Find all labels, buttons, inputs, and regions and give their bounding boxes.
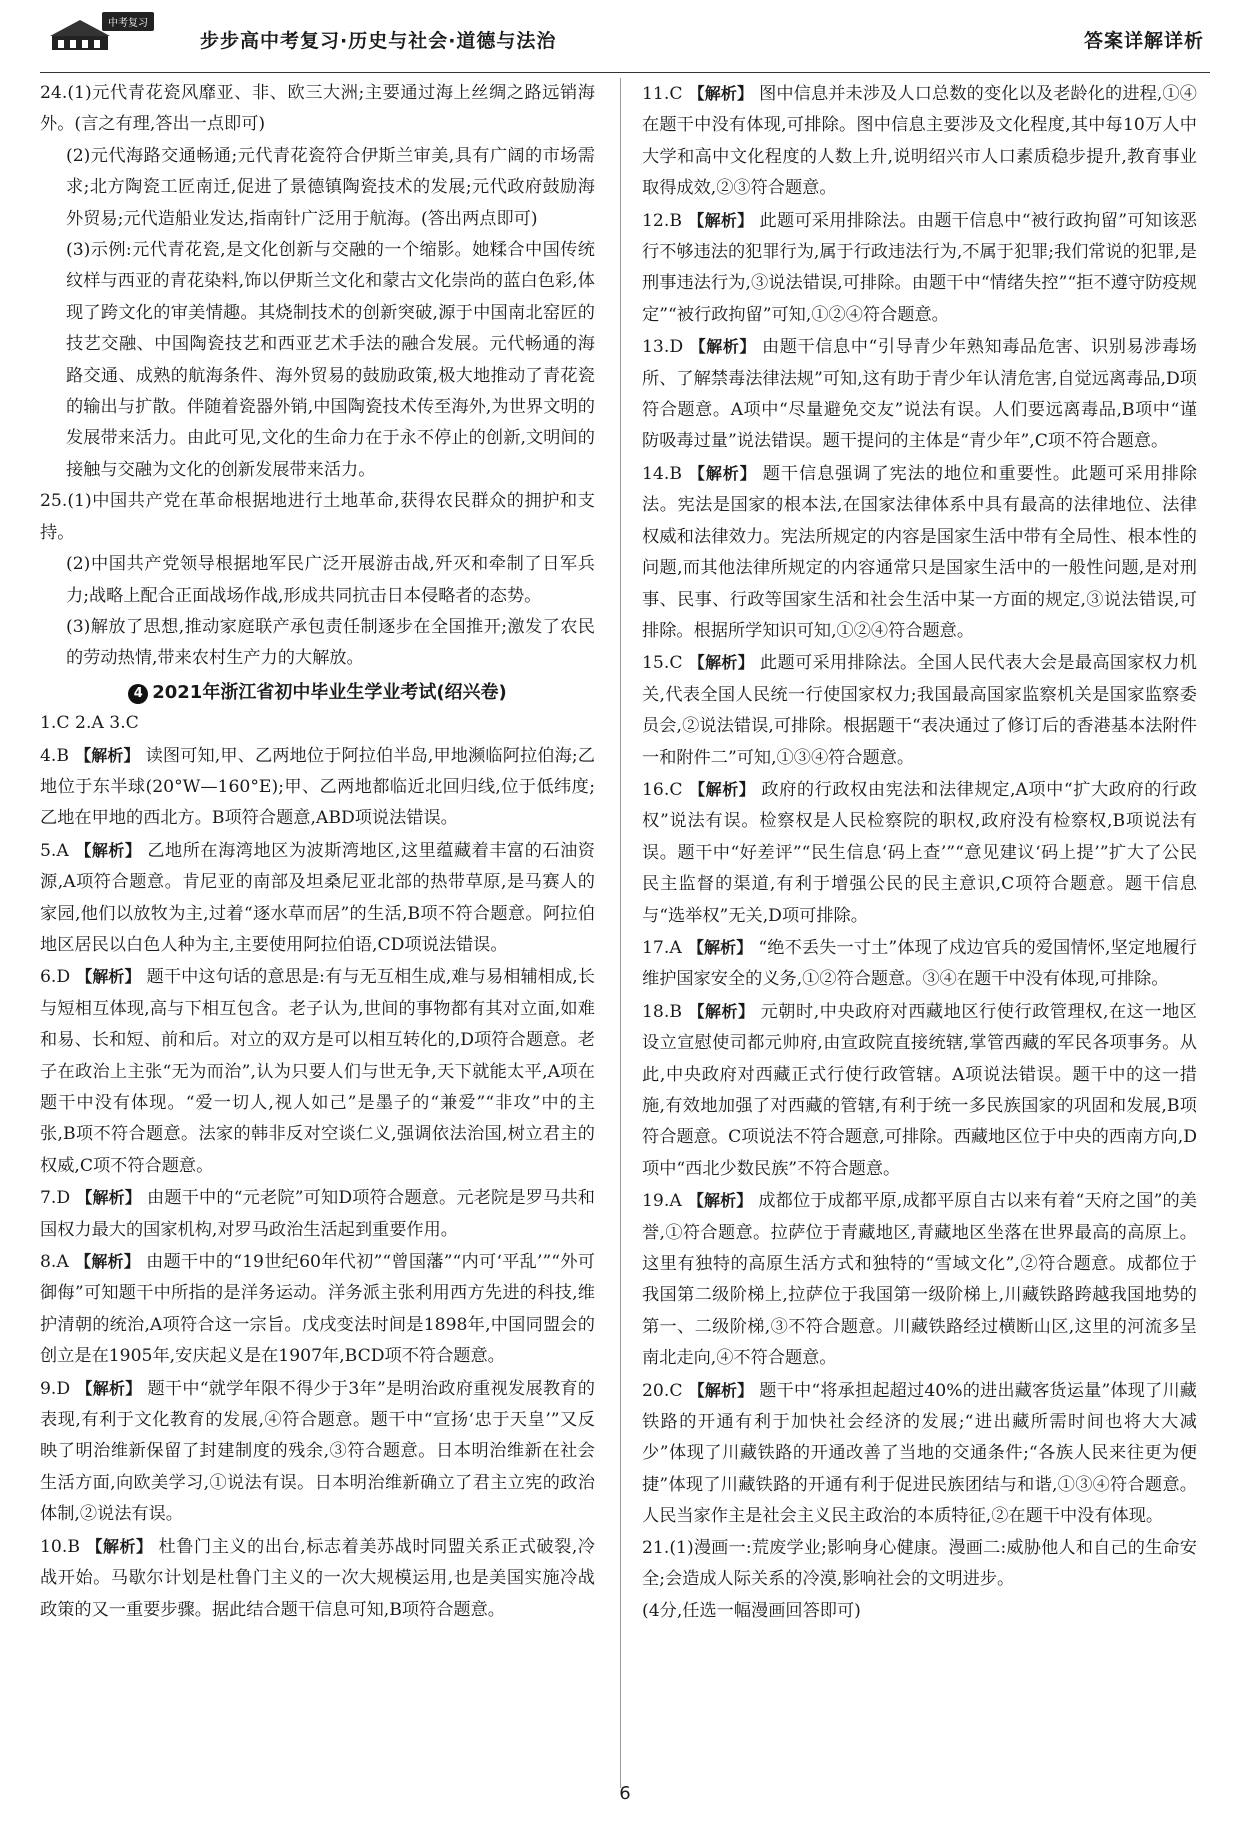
- answer-24: [40, 78, 595, 486]
- analysis-tag: 【解析】: [74, 840, 142, 860]
- answer-6-body: 题干中这句话的意思是:有与无互相生成,难与易相辅相成,长与短相互体现,高与下相互包含。老子认为,世间的事物都有其对立面,如难和易、长和短、前和后。对立的双方是可以相互转化的,D项符合题意。老子在政治上主张“无为而治”,认为只要人们与世无争,天下就能太平,A项在题干中没有体现。“爱一切人,视人如己”是墨子的“兼爱”“非攻”中的主张,B项不符合题意。法家的韩非反对空谈仁义,强调依法治国,树立君主的权威,C项不符合题意。: [40, 967, 595, 1176]
- answer-16: [642, 774, 1197, 932]
- answer-18: [642, 996, 1197, 1185]
- answer-5: [40, 835, 595, 962]
- answer-21-1: 21.(1)漫画一:荒废学业;影响身心健康。漫画二:威胁他人和自己的生命安全;会造成人际关系的冷漠,影响社会的文明进步。: [642, 1537, 1197, 1590]
- analysis-tag: 【解析】: [689, 337, 756, 357]
- answer-18-key: 18.B: [642, 1001, 682, 1022]
- answer-12-body: 此题可采用排除法。由题干信息中“被行政拘留”可知该恶行不够违法的犯罪行为,属于行政违法行为,不属于犯罪;我们常说的犯罪,是刑事违法行为,③说法错误,可排除。由题干中“情绪失控”“拒不遵守防疫规定”“被行政拘留”可知,①②④符合题意。: [642, 210, 1197, 325]
- answer-12: [642, 205, 1197, 332]
- answer-13-key: 13.D: [642, 337, 684, 358]
- answer-9: [40, 1373, 595, 1531]
- answer-19-body: 成都位于成都平原,成都平原自古以来有着“天府之国”的美誉,①符合题意。拉萨位于青藏地区,青藏地区坐落在世界最高的高原上。这里有独特的高原生活方式和独特的“雪域文化”,②符合题意。成都位于我国第二级阶梯上,拉萨位于我国第一级阶梯上,川藏铁路跨越我国地势的第一、二级阶梯,③不符合题意。川藏铁路经过横断山区,这里的河流多呈南北走向,④不符合题意。: [642, 1191, 1197, 1369]
- answer-24-2: (2)元代海路交通畅通;元代青花瓷符合伊斯兰审美,具有广阔的市场需求;北方陶瓷工匠南迁,促进了景德镇陶瓷技术的发展;元代政府鼓励海外贸易;元代造船业发达,指南针广泛用于航海。(答出两点即可): [66, 145, 595, 229]
- answer-4-key: 4.B: [40, 745, 70, 766]
- answer-8: [40, 1246, 595, 1373]
- left-column: [40, 78, 595, 1626]
- analysis-tag: 【解析】: [74, 1252, 141, 1272]
- answer-21: [642, 1533, 1197, 1627]
- answer-20-body: 题干中“将承担起超过40%的进出藏客货运量”体现了川藏铁路的开通有利于加快社会经济的发展;“进出藏所需时间也将大大减少”体现了川藏铁路的开通改善了当地的交通条件;“各族人民来往更为便捷”体现了川藏铁路的开通有利于促进民族团结与和谐,①③④符合题意。人民当家作主是社会主义民主政治的本质特征,②在题干中没有体现。: [642, 1380, 1197, 1527]
- answer-15-body: 此题可采用排除法。全国人民代表大会是最高国家权力机关,代表全国人民统一行使国家权力;我国最高国家监察机关是国家监察委员会,②说法错误,可排除。根据题干“表决通过了修订后的香港基本法附件一和附件二”可知,①③④符合题意。: [642, 653, 1197, 768]
- answer-8-key: 8.A: [40, 1252, 69, 1273]
- answer-25: [40, 486, 595, 674]
- analysis-tag: 【解析】: [688, 779, 756, 799]
- answer-14: [642, 458, 1197, 647]
- answer-17-key: 17.A: [642, 937, 682, 958]
- section-title-text: 2021年浙江省初中毕业生学业考试(绍兴卷): [152, 681, 507, 703]
- analysis-tag: 【解析】: [687, 937, 753, 957]
- answer-14-key: 14.B: [642, 463, 682, 484]
- answer-4: [40, 740, 595, 835]
- answer-12-key: 12.B: [642, 210, 682, 231]
- analysis-tag: 【解析】: [76, 967, 141, 987]
- analysis-tag: 【解析】: [687, 463, 757, 483]
- answer-17: [642, 932, 1197, 996]
- analysis-tag: 【解析】: [76, 1378, 142, 1398]
- analysis-tag: 【解析】: [687, 210, 754, 230]
- logo-badge: 中考复习: [102, 12, 154, 31]
- answer-10-key: 10.B: [40, 1536, 80, 1557]
- analysis-tag: 【解析】: [687, 1001, 755, 1021]
- page-number: 6: [619, 1783, 631, 1804]
- answer-24-1: 24.(1)元代青花瓷风靡亚、非、欧三大洲;主要通过海上丝绸之路远销海外。(言之有理,答出一点即可): [40, 83, 595, 135]
- analysis-tag: 【解析】: [688, 653, 755, 673]
- answer-13-body: 由题干信息中“引导青少年熟知毒品危害、识别易涉毒场所、了解禁毒法律法规”可知,这有助于青少年认清危害,自觉远离毒品,D项符合题意。A项中“尽量避免交友”说法有误。人们要远离毒品,B项中“谨防吸毒过量”说法错误。题干提问的主体是“青少年”,C项不符合题意。: [642, 337, 1197, 452]
- answer-15: [642, 647, 1197, 774]
- answer-7-key: 7.D: [40, 1188, 71, 1209]
- answer-16-body: 政府的行政权由宪法和法律规定,A项中“扩大政府的行政权”说法有误。检察权是人民检察院的职权,政府没有检察权,B项说法有误。题干中“好差评”“民生信息‘码上查’”“意见建议‘码上提’”扩大了公民民主监督的渠道,有利于增强公民的民主意识,C项符合题意。题干信息与“选举权”无关,D项可排除。: [642, 779, 1197, 926]
- answer-15-key: 15.C: [642, 653, 683, 674]
- answer-14-body: 题干信息强调了宪法的地位和重要性。此题可采用排除法。宪法是国家的根本法,在国家法律体系中具有最高的法律地位、法律权威和法律效力。宪法所规定的内容是国家生活中带有全局性、根本性的问题,而其他法律所规定的内容通常只是国家生活中的一般性问题,是对刑事、民事、行政等国家生活和社会生活中某一方面的规定,③说法错误,可排除。根据所学知识可知,①②④符合题意。: [642, 463, 1197, 641]
- answer-4-body: 读图可知,甲、乙两地位于阿拉伯半岛,甲地濒临阿拉伯海;乙地位于东半球(20°W—160°E);甲、乙两地都临近北回归线,位于低纬度;乙地在甲地的西北方。B项符合题意,ABD项说法错误。: [40, 745, 595, 829]
- answer-8-body: 由题干中的“19世纪60年代初”“曾国藩”“内可‘平乱’”“外可御侮”可知题干中所指的是洋务运动。洋务派主张利用西方先进的科技,维护清朝的统治,A项符合这一宗旨。戊戌变法时间是1898年,中国同盟会的创立是在1905年,安庆起义是在1907年,BCD项不符合题意。: [40, 1252, 595, 1367]
- analysis-tag: 【解析】: [85, 1536, 153, 1556]
- answer-25-3: (3)解放了思想,推动家庭联产承包责任制逐步在全国推开;激发了农民的劳动热情,带来农村生产力的大解放。: [66, 616, 595, 669]
- answer-17-body: “绝不丢失一寸土”体现了戍边官兵的爱国情怀,坚定地履行维护国家安全的义务,①②符合题意。③④在题干中没有体现,可排除。: [642, 937, 1197, 990]
- answer-18-body: 元朝时,中央政府对西藏地区行使行政管理权,在这一地区设立宣慰使司都元帅府,由宣政院直接统辖,掌管西藏的军民各项事务。从此,中央政府对西藏正式行使行政管辖。A项说法错误。题干中的这一措施,有效地加强了对西藏的管辖,有利于统一多民族国家的巩固和发展,B项符合题意。C项说法不符合题意,可排除。西藏地区位于中央的西南方向,D项中“西北少数民族”不符合题意。: [642, 1001, 1197, 1179]
- section-number-badge: 4: [128, 684, 148, 704]
- section-title: [40, 677, 595, 708]
- answer-11-body: 图中信息并未涉及人口总数的变化以及老龄化的进程,①④在题干中没有体现,可排除。图中信息主要涉及文化程度,其中每10万人中大学和高中文化程度的人数上升,说明绍兴市人口素质稳步提升,教育事业取得成效,②③符合题意。: [642, 84, 1197, 199]
- header-section-label: 答案详解详析: [1083, 30, 1204, 52]
- answer-16-key: 16.C: [642, 779, 683, 800]
- answer-11: [642, 78, 1197, 205]
- answer-5-key: 5.A: [40, 840, 69, 861]
- analysis-tag: 【解析】: [76, 1188, 141, 1208]
- answer-6-key: 6.D: [40, 967, 71, 988]
- answer-19-key: 19.A: [642, 1191, 682, 1212]
- answer-13: [642, 331, 1197, 458]
- answer-20: [642, 1375, 1197, 1533]
- answer-10-body: 杜鲁门主义的出台,标志着美苏战时同盟关系正式破裂,冷战开始。马歇尔计划是杜鲁门主义的一次大规模运用,也是美国实施冷战政策的又一重要步骤。据此结合题干信息可知,B项符合题意。: [40, 1536, 595, 1620]
- right-column: [642, 78, 1197, 1627]
- analysis-tag: 【解析】: [688, 84, 754, 103]
- page-header: [40, 0, 1210, 73]
- header-title: 步步高中考复习·历史与社会·道德与法治: [200, 30, 557, 52]
- answer-6: [40, 961, 595, 1182]
- analysis-tag: 【解析】: [688, 1380, 754, 1400]
- answer-21-note: (4分,任选一幅漫画回答即可): [642, 1600, 861, 1621]
- answer-9-key: 9.D: [40, 1378, 71, 1399]
- answer-7-body: 由题干中的“元老院”可知D项符合题意。元老院是罗马共和国权力最大的国家机构,对罗马政治生活起到重要作用。: [40, 1188, 595, 1240]
- answer-19: [642, 1185, 1197, 1374]
- answer-5-body: 乙地所在海湾地区为波斯湾地区,这里蕴藏着丰富的石油资源,A项符合题意。肯尼亚的南部及坦桑尼亚北部的热带草原,是马赛人的家园,他们以放牧为主,过着“逐水草而居”的生活,B项不符合题意。阿拉伯地区居民以白色人种为主,主要使用阿拉伯语,CD项说法错误。: [40, 840, 595, 955]
- answer-25-1: 25.(1)中国共产党在革命根据地进行土地革命,获得农民群众的拥护和支持。: [40, 491, 595, 543]
- answer-24-3: (3)示例:元代青花瓷,是文化创新与交融的一个缩影。她糅合中国传统纹样与西亚的青花染料,饰以伊斯兰文化和蒙古文化崇尚的蓝白色彩,体现了跨文化的审美情趣。其烧制技术的创新突破,源于中国南北窑匠的技艺交融、中国陶瓷技艺和西亚艺术手法的融合发展。元代畅通的海路交通、成熟的航海条件、海外贸易的鼓励政策,极大地推动了青花瓷的输出与扩散。伴随着瓷器外销,中国陶瓷技术传至海外,为世界文明的发展带来活力。由此可见,文化的生命力在于永不停止的创新,文明间的接触与交融为文化的创新发展带来活力。: [66, 240, 595, 480]
- analysis-tag: 【解析】: [687, 1191, 753, 1211]
- answer-25-2: (2)中国共产党领导根据地军民广泛开展游击战,歼灭和牵制了日军兵力;战略上配合正面战场作战,形成共同抗击日本侵略者的态势。: [66, 554, 595, 606]
- answer-20-key: 20.C: [642, 1380, 683, 1401]
- answer-10: [40, 1531, 595, 1626]
- column-divider: [620, 78, 621, 1788]
- answer-11-key: 11.C: [642, 84, 683, 104]
- answer-7: [40, 1182, 595, 1246]
- answers-1-3: 1.C 2.A 3.C: [40, 713, 139, 734]
- answer-9-body: 题干中“就学年限不得少于3年”是明治政府重视发展教育的表现,有利于文化教育的发展,④符合题意。题干中“宣扬‘忠于天皇’”又反映了明治维新保留了封建制度的残余,③符合题意。日本明治维新在社会生活方面,向欧美学习,①说法有误。日本明治维新确立了君主立宪的政治体制,②说法有误。: [40, 1378, 595, 1525]
- analysis-tag: 【解析】: [75, 745, 140, 765]
